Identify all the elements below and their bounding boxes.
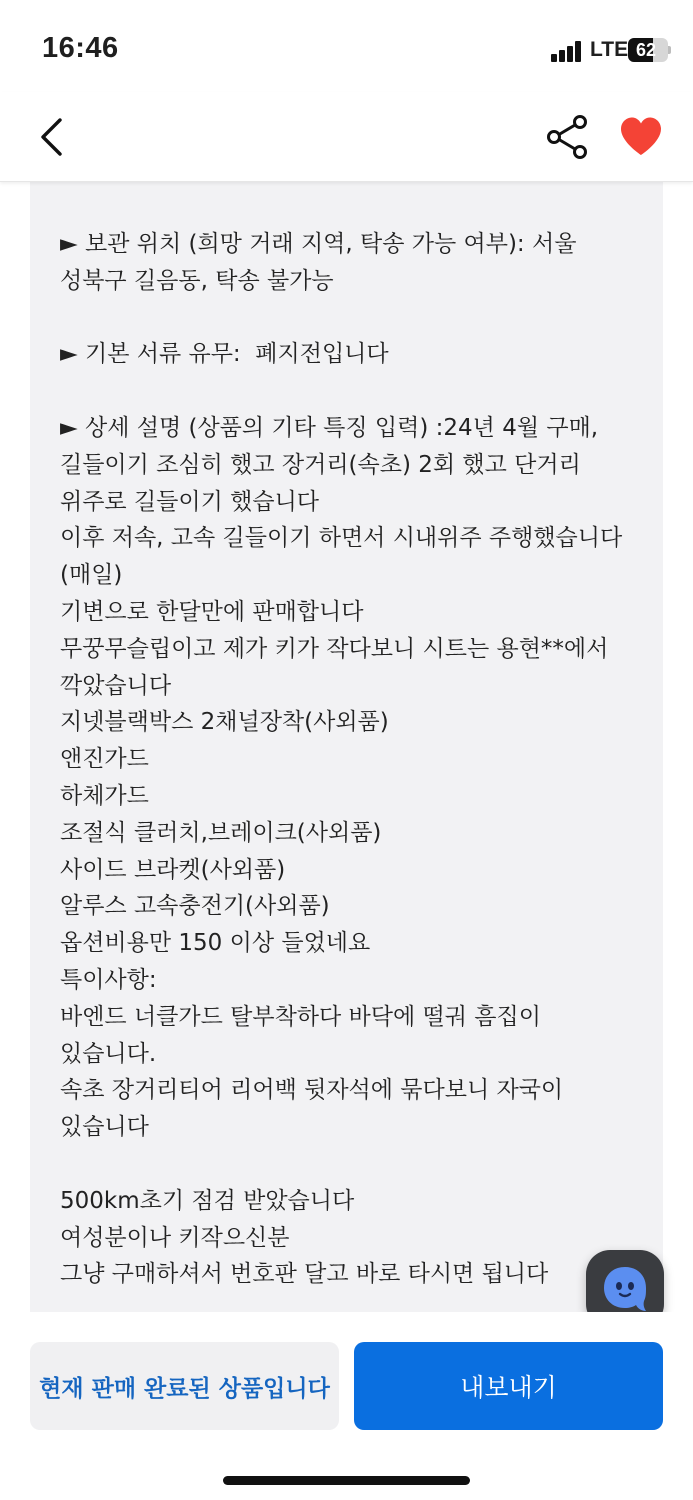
battery-tip <box>668 46 671 54</box>
export-button[interactable]: 내보내기 <box>354 1342 663 1430</box>
home-indicator[interactable] <box>223 1476 470 1485</box>
back-button[interactable] <box>30 112 78 162</box>
chevron-left-icon <box>30 112 78 162</box>
cellular-signal-icon <box>551 40 583 62</box>
favorite-button[interactable] <box>618 114 664 160</box>
network-type: LTE <box>590 38 629 61</box>
listing-description: ► 보관 위치 (희망 거래 지역, 탁송 가능 여부): 서울 성북구 길음동, 탁송 불가능 ► 기본 서류 유무: 폐지전입니다 ► 상세 설명 (상품의 기타 특징 입력) :24년 4월 구매, 길들이기 조심히 했고 장거리(속초) 2회 했고 단거리 위주로 길들이기 했습니다 이후 저속, 고속 길들이기 하면서 시내위주 주행했습니다(매일) 기변으로 한달만에 판매합니다 무꿍무슬립이고 제가 키가 작다보니 시트는 용현**에서 깍았습니다 지넷블랙박스 2채널장착(사외품) 앤진가드 하체가드 조절식 클러치,브레이크(사외품) 사이드 브라켓(사외품) 알루스 고속충전기(사외품) 옵션비용만 150 이상 들었네요 특이사항: 바엔드 너클가드 탈부착하다 바닥에 떨궈 흠집이 있습니다. 속초 장거리티어 리어백 뒷자석에 묶다보니 자국이 있습니다 500km초기 점검 받았습니다 여성분이나 키작으신분 그냥 구매하셔서 번호판 달고 바로 타시면 됩니다 <box>60 231 623 1288</box>
share-icon <box>545 114 591 160</box>
status-bar <box>0 0 693 92</box>
listing-content[interactable] <box>30 92 663 1312</box>
nav-header <box>0 92 693 182</box>
battery-icon <box>628 38 668 62</box>
sold-out-status-button[interactable]: 현재 판매 완료된 상품입니다 <box>30 1342 339 1430</box>
chatbot-ghost-icon <box>595 1259 655 1319</box>
battery-percent: 62 <box>635 40 657 60</box>
share-button[interactable] <box>545 114 591 160</box>
status-time: 16:46 <box>42 32 119 64</box>
heart-icon <box>618 114 664 160</box>
bottom-action-bar <box>0 1312 693 1500</box>
